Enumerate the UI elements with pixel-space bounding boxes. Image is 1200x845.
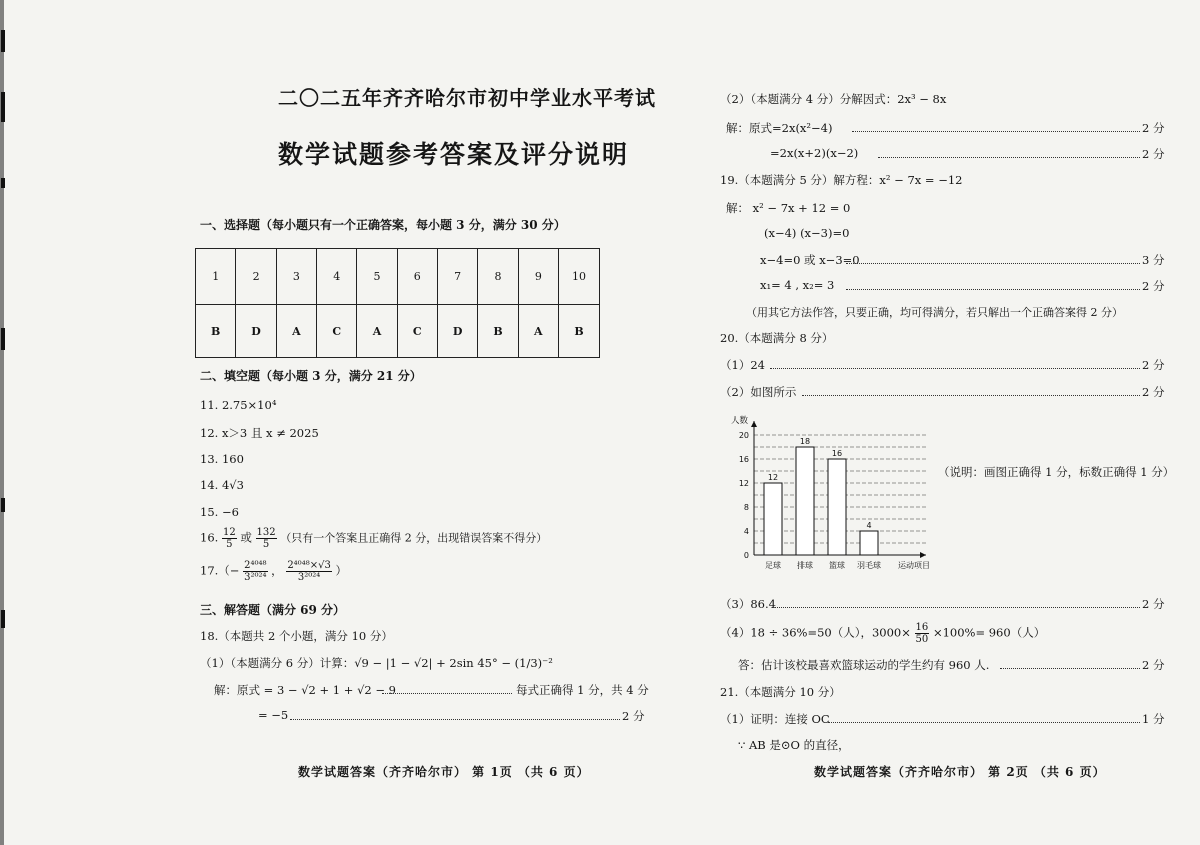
q19-step-1: 解： x² − 7x + 12 = 0	[726, 201, 851, 215]
x-axis-arrow	[920, 552, 926, 558]
bar	[764, 483, 782, 555]
answer-15: 15. −6	[200, 505, 239, 519]
dotted-leader	[802, 385, 1140, 404]
question-number-cell: 10	[558, 249, 599, 305]
q18-heading: 18.（本题共 2 个小题，满分 10 分）	[200, 629, 393, 643]
answer-letter-cell: A	[276, 305, 316, 358]
category-label: 排球	[797, 561, 813, 570]
q20-answer-score: 2 分	[1142, 658, 1165, 672]
q19-step-3: x−4=0 或 x−3=0	[760, 253, 860, 267]
q18-2-step-1: 解：原式=2x(x²−4)	[726, 121, 833, 135]
q19-step-3-score: 3 分	[1142, 253, 1165, 267]
q18-2-step-2: =2x(x+2)(x−2)	[770, 146, 859, 160]
q18-1-result: = −5	[258, 708, 289, 722]
section-solve-heading: 三、解答题（满分 69 分）	[200, 603, 346, 617]
q20-3: （3）86.4	[720, 597, 776, 611]
q18-1-solution: 解：原式 = 3 − √2 + 1 + √2 − 9	[214, 683, 396, 697]
or-word: 或	[240, 530, 252, 545]
q18-2-question: （2）（本题满分 4 分）分解因式：2x³ − 8x	[720, 92, 947, 106]
answer-letter-cell: A	[357, 305, 397, 358]
q18-1-score-note: 每式正确得 1 分，共 4 分	[516, 683, 649, 697]
y-axis-label: 人数	[730, 416, 748, 426]
leader-line	[852, 131, 1140, 132]
leader-line	[382, 693, 512, 694]
dotted-leader	[772, 597, 1140, 616]
answer-16-note: （只有一个答案且正确得 2 分，出现错误答案不得分）	[280, 531, 548, 545]
q20-2-score: 2 分	[1142, 385, 1165, 399]
fraction	[915, 622, 930, 645]
leader-line	[878, 157, 1140, 158]
bar-value-label: 18	[799, 437, 811, 446]
leader-line	[290, 719, 620, 720]
page-footer: 数学试题答案（齐齐哈尔市） 第 2页 （共 6 页）	[814, 765, 1106, 779]
q19-step-4: x₁= 4 , x₂= 3	[760, 278, 835, 292]
x-axis-label: 运动项目	[898, 561, 930, 570]
y-tick-label: 8	[743, 503, 749, 512]
doc-title: 数学试题参考答案及评分说明	[278, 140, 630, 169]
dotted-leader	[770, 358, 1140, 377]
answer-16	[200, 527, 547, 550]
q21-1: （1）证明：连接 OC	[720, 712, 830, 726]
category-label: 足球	[765, 561, 781, 570]
answer-letter-cell: B	[558, 305, 599, 358]
page-footer: 数学试题答案（齐齐哈尔市） 第 1页 （共 6 页）	[298, 765, 590, 779]
bar-value-label: 16	[831, 449, 843, 458]
q19-step-2: (x−4) (x−3)=0	[764, 226, 850, 240]
q20-1-score: 2 分	[1142, 358, 1165, 372]
denominator: 5	[262, 539, 270, 550]
y-axis-arrow	[751, 421, 757, 427]
question-number-cell: 7	[437, 249, 477, 305]
q20-heading: 20.（本题满分 8 分）	[720, 331, 834, 345]
q20-4	[720, 622, 1045, 645]
question-number-cell: 3	[276, 249, 316, 305]
answer-letter-cell: C	[397, 305, 437, 358]
q18-2-step-1-score: 2 分	[1142, 121, 1165, 135]
denominator: 3²⁰²⁴	[297, 572, 321, 583]
dotted-leader	[846, 253, 1140, 272]
dotted-leader	[290, 709, 620, 728]
answer-17	[200, 560, 347, 583]
answer-letter-cell: D	[437, 305, 477, 358]
exam-title: 二〇二五年齐齐哈尔市初中学业水平考试	[278, 86, 656, 110]
fraction	[256, 527, 277, 550]
section-choice-heading: 一、选择题（每小题只有一个正确答案，每小题 3 分，满分 30 分）	[200, 218, 566, 232]
question-number-cell: 2	[236, 249, 276, 305]
dotted-leader	[846, 279, 1140, 298]
bar-value-label: 4	[866, 521, 872, 530]
answer-12: 12. x＞3 且 x ≠ 2025	[200, 426, 319, 440]
dotted-leader	[852, 121, 1140, 140]
question-number-cell: 5	[357, 249, 397, 305]
y-tick-label: 4	[743, 527, 749, 536]
page-2	[600, 0, 1200, 845]
q18-1-question: （1）（本题满分 6 分）计算：√9 − |1 − √2| + 2sin 45° − (1/3)⁻²	[200, 656, 553, 670]
leader-line	[802, 395, 1140, 396]
leader-line	[828, 722, 1140, 723]
leader-line	[1000, 668, 1140, 669]
question-number-cell: 9	[518, 249, 558, 305]
answer-17-prefix: 17.（−	[200, 563, 240, 578]
answer-letter-cell: D	[236, 305, 276, 358]
q19-question: 19.（本题满分 5 分）解方程：x² − 7x = −12	[720, 173, 963, 187]
denominator: 5	[226, 539, 233, 550]
y-tick-label: 12	[738, 479, 749, 488]
leader-line	[770, 368, 1140, 369]
dotted-leader	[1000, 658, 1140, 677]
chart-scoring-note: （说明：画图正确得 1 分，标数正确得 1 分）	[938, 465, 1175, 479]
bar	[828, 459, 846, 555]
q19-note: （用其它方法作答，只要正确，均可得满分，若只解出一个正确答案得 2 分）	[746, 306, 1123, 319]
answer-16-label: 16.	[200, 530, 219, 545]
category-label: 羽毛球	[857, 561, 881, 570]
fraction	[222, 527, 237, 550]
dotted-leader	[828, 712, 1140, 731]
answer-letter-cell: C	[317, 305, 357, 358]
question-number-cell: 8	[478, 249, 518, 305]
answer-letter-cell: B	[196, 305, 236, 358]
comma: ，	[271, 563, 283, 578]
answer-14: 14. 4√3	[200, 478, 244, 492]
leader-line	[846, 263, 1140, 264]
q20-4-text-b: ×100%= 960（人）	[932, 625, 1046, 640]
q20-3-score: 2 分	[1142, 597, 1165, 611]
choice-answer-table	[195, 248, 600, 358]
section-fill-heading: 二、填空题（每小题 3 分，满分 21 分）	[200, 369, 422, 383]
numerator: 12	[222, 527, 236, 538]
leader-line	[846, 289, 1140, 290]
fraction	[286, 560, 332, 583]
q18-2-step-2-score: 2 分	[1142, 147, 1165, 161]
numerator: 2⁴⁰⁴⁸×√3	[287, 560, 331, 571]
y-tick-label: 20	[738, 431, 749, 440]
q19-step-4-score: 2 分	[1142, 279, 1165, 293]
dotted-leader	[878, 147, 1140, 166]
numerator: 2⁴⁰⁴⁸	[244, 560, 267, 571]
answer-letter-cell: A	[518, 305, 558, 358]
answer-letter-cell: B	[478, 305, 518, 358]
q18-1-score: 2 分	[622, 709, 645, 723]
q20-2: （2）如图所示	[720, 385, 797, 399]
fraction	[243, 560, 267, 583]
q20-answer: 答：估计该校最喜欢篮球运动的学生约有 960 人.	[738, 658, 990, 672]
q20-4-text-a: （4）18 ÷ 36%=50（人），3000×	[720, 625, 911, 640]
question-number-cell: 4	[317, 249, 357, 305]
bar	[796, 447, 814, 555]
answer-17-suffix: ）	[335, 563, 347, 578]
y-tick-label: 16	[738, 455, 749, 464]
answer-13: 13. 160	[200, 452, 244, 466]
q21-1-score: 1 分	[1142, 712, 1165, 726]
question-number-cell: 1	[196, 249, 236, 305]
answer-11: 11. 2.75×10⁴	[200, 398, 277, 412]
denominator: 50	[915, 634, 929, 645]
q21-2: ∵ AB 是⊙O 的直径，	[738, 738, 850, 752]
y-tick-label: 0	[743, 551, 749, 560]
category-label: 篮球	[829, 561, 845, 570]
table-row-numbers	[196, 249, 600, 305]
numerator: 16	[915, 622, 929, 633]
bar	[860, 531, 878, 555]
q21-heading: 21.（本题满分 10 分）	[720, 685, 841, 699]
bar-value-label: 12	[767, 473, 779, 482]
numerator: 132	[256, 527, 276, 538]
q20-1: （1）24	[720, 358, 765, 372]
bar-chart	[728, 405, 938, 575]
leader-line	[772, 607, 1140, 608]
dotted-leader	[382, 683, 512, 702]
denominator: 3²⁰²⁴	[244, 572, 267, 583]
question-number-cell: 6	[397, 249, 437, 305]
table-row-answers	[196, 305, 600, 358]
